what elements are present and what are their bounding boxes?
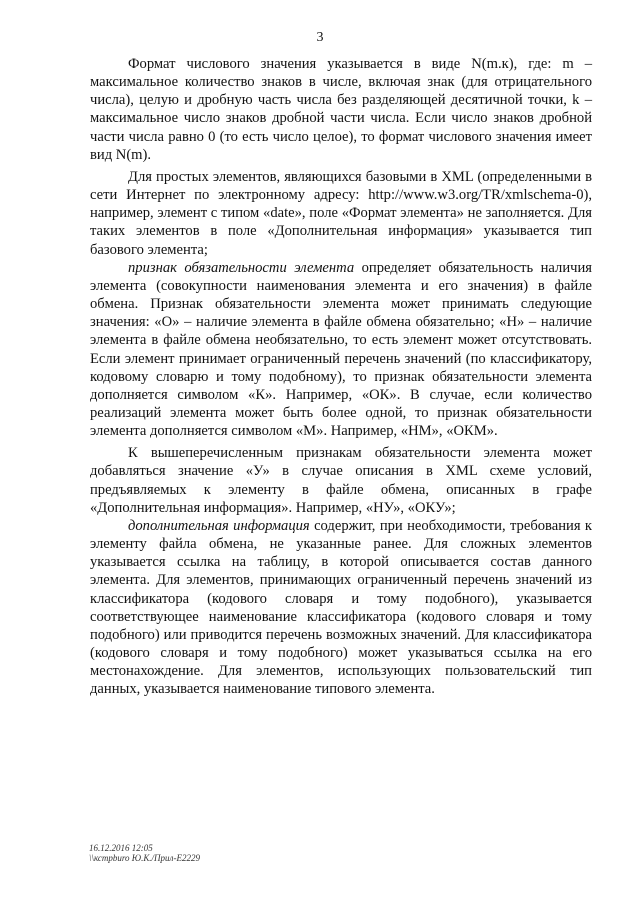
term-mandatory-flag: признак обязательности элемента <box>128 259 355 276</box>
paragraph-additional-info <box>90 517 592 699</box>
paragraph-conditional-flag: К вышеперечисленным признакам обязательности элемента может добавляться значение «У» в случае описания в XML схеме условий, предъявляемых к элементу в файле обмена, описанных в графе «Дополнительная информация». Например, «НУ», «ОКУ»; <box>90 445 592 516</box>
term-additional-info: дополнительная информация <box>128 517 310 534</box>
paragraph-mandatory-flag <box>90 259 592 441</box>
document-body <box>90 55 592 698</box>
footer-timestamp: 16.12.2016 12:05 <box>89 843 153 853</box>
page-number: 3 <box>316 30 324 45</box>
paragraph-additional-info-text: содержит, при необходимости, требования к элементу файла обмена, не указанные ранее. Для сложных элементов указывается ссылка на таблицу, в которой описывается состав данного элемента. Для элементов, принимающих ограниченный перечень значений из классификатора (кодового словаря и тому подобного), указывается соответствующее наименование классификатора (кодового словаря и тому подобного) или приводится перечень возможных значений. Для классификатора (кодового словаря и тому подобного) может указываться ссылка на его местонахождение. Для элементов, использующих пользовательский тип данных, указывается наименование типового элемента. <box>90 517 592 698</box>
paragraph-mandatory-flag-text: определяет обязательность наличия элемента (совокупности наименования элемента и его значения) в файле обмена. Признак обязательности элемента может принимать следующие значения: «О» – наличие элемента в файле обмена обязательно; «Н» – наличие элемента в файле обмена необязательно, то есть элемент может отсутствовать. Если элемент принимает ограниченный перечень значений (по классификатору, кодовому словарю и тому подобному), то признак обязательности элемента дополняется символом «К». Например, «ОК». В случае, если количество реализаций элемента может быть более одной, то признак обязательности элемента дополняется символом «М». Например, «НМ», «ОКМ». <box>90 259 592 440</box>
footer-file-path: \\ксmpburo Ю.К./Прил-Е2229 <box>89 853 200 863</box>
footer-stamp <box>89 843 200 863</box>
paragraph-simple-elements: Для простых элементов, являющихся базовыми в XML (определенными в сети Интернет по электронному адресу: http://www.w3.org/TR/xmlschema-0), например, элемент с типом «date», поле «Формат элемента» не заполняется. Для таких элементов в поле «Дополнительная информация» указывается тип базового элемента; <box>90 168 592 258</box>
paragraph-number-format: Формат числового значения указывается в виде N(m.к), где: m – максимальное количество знаков в числе, включая знак (для отрицательного числа), целую и дробную часть числа без разделяющей десятичной точки, k – максимальное число знаков дробной части числа. Если число знаков дробной части числа равно 0 (то есть число целое), то формат числового значения имеет вид N(m). <box>90 56 592 163</box>
